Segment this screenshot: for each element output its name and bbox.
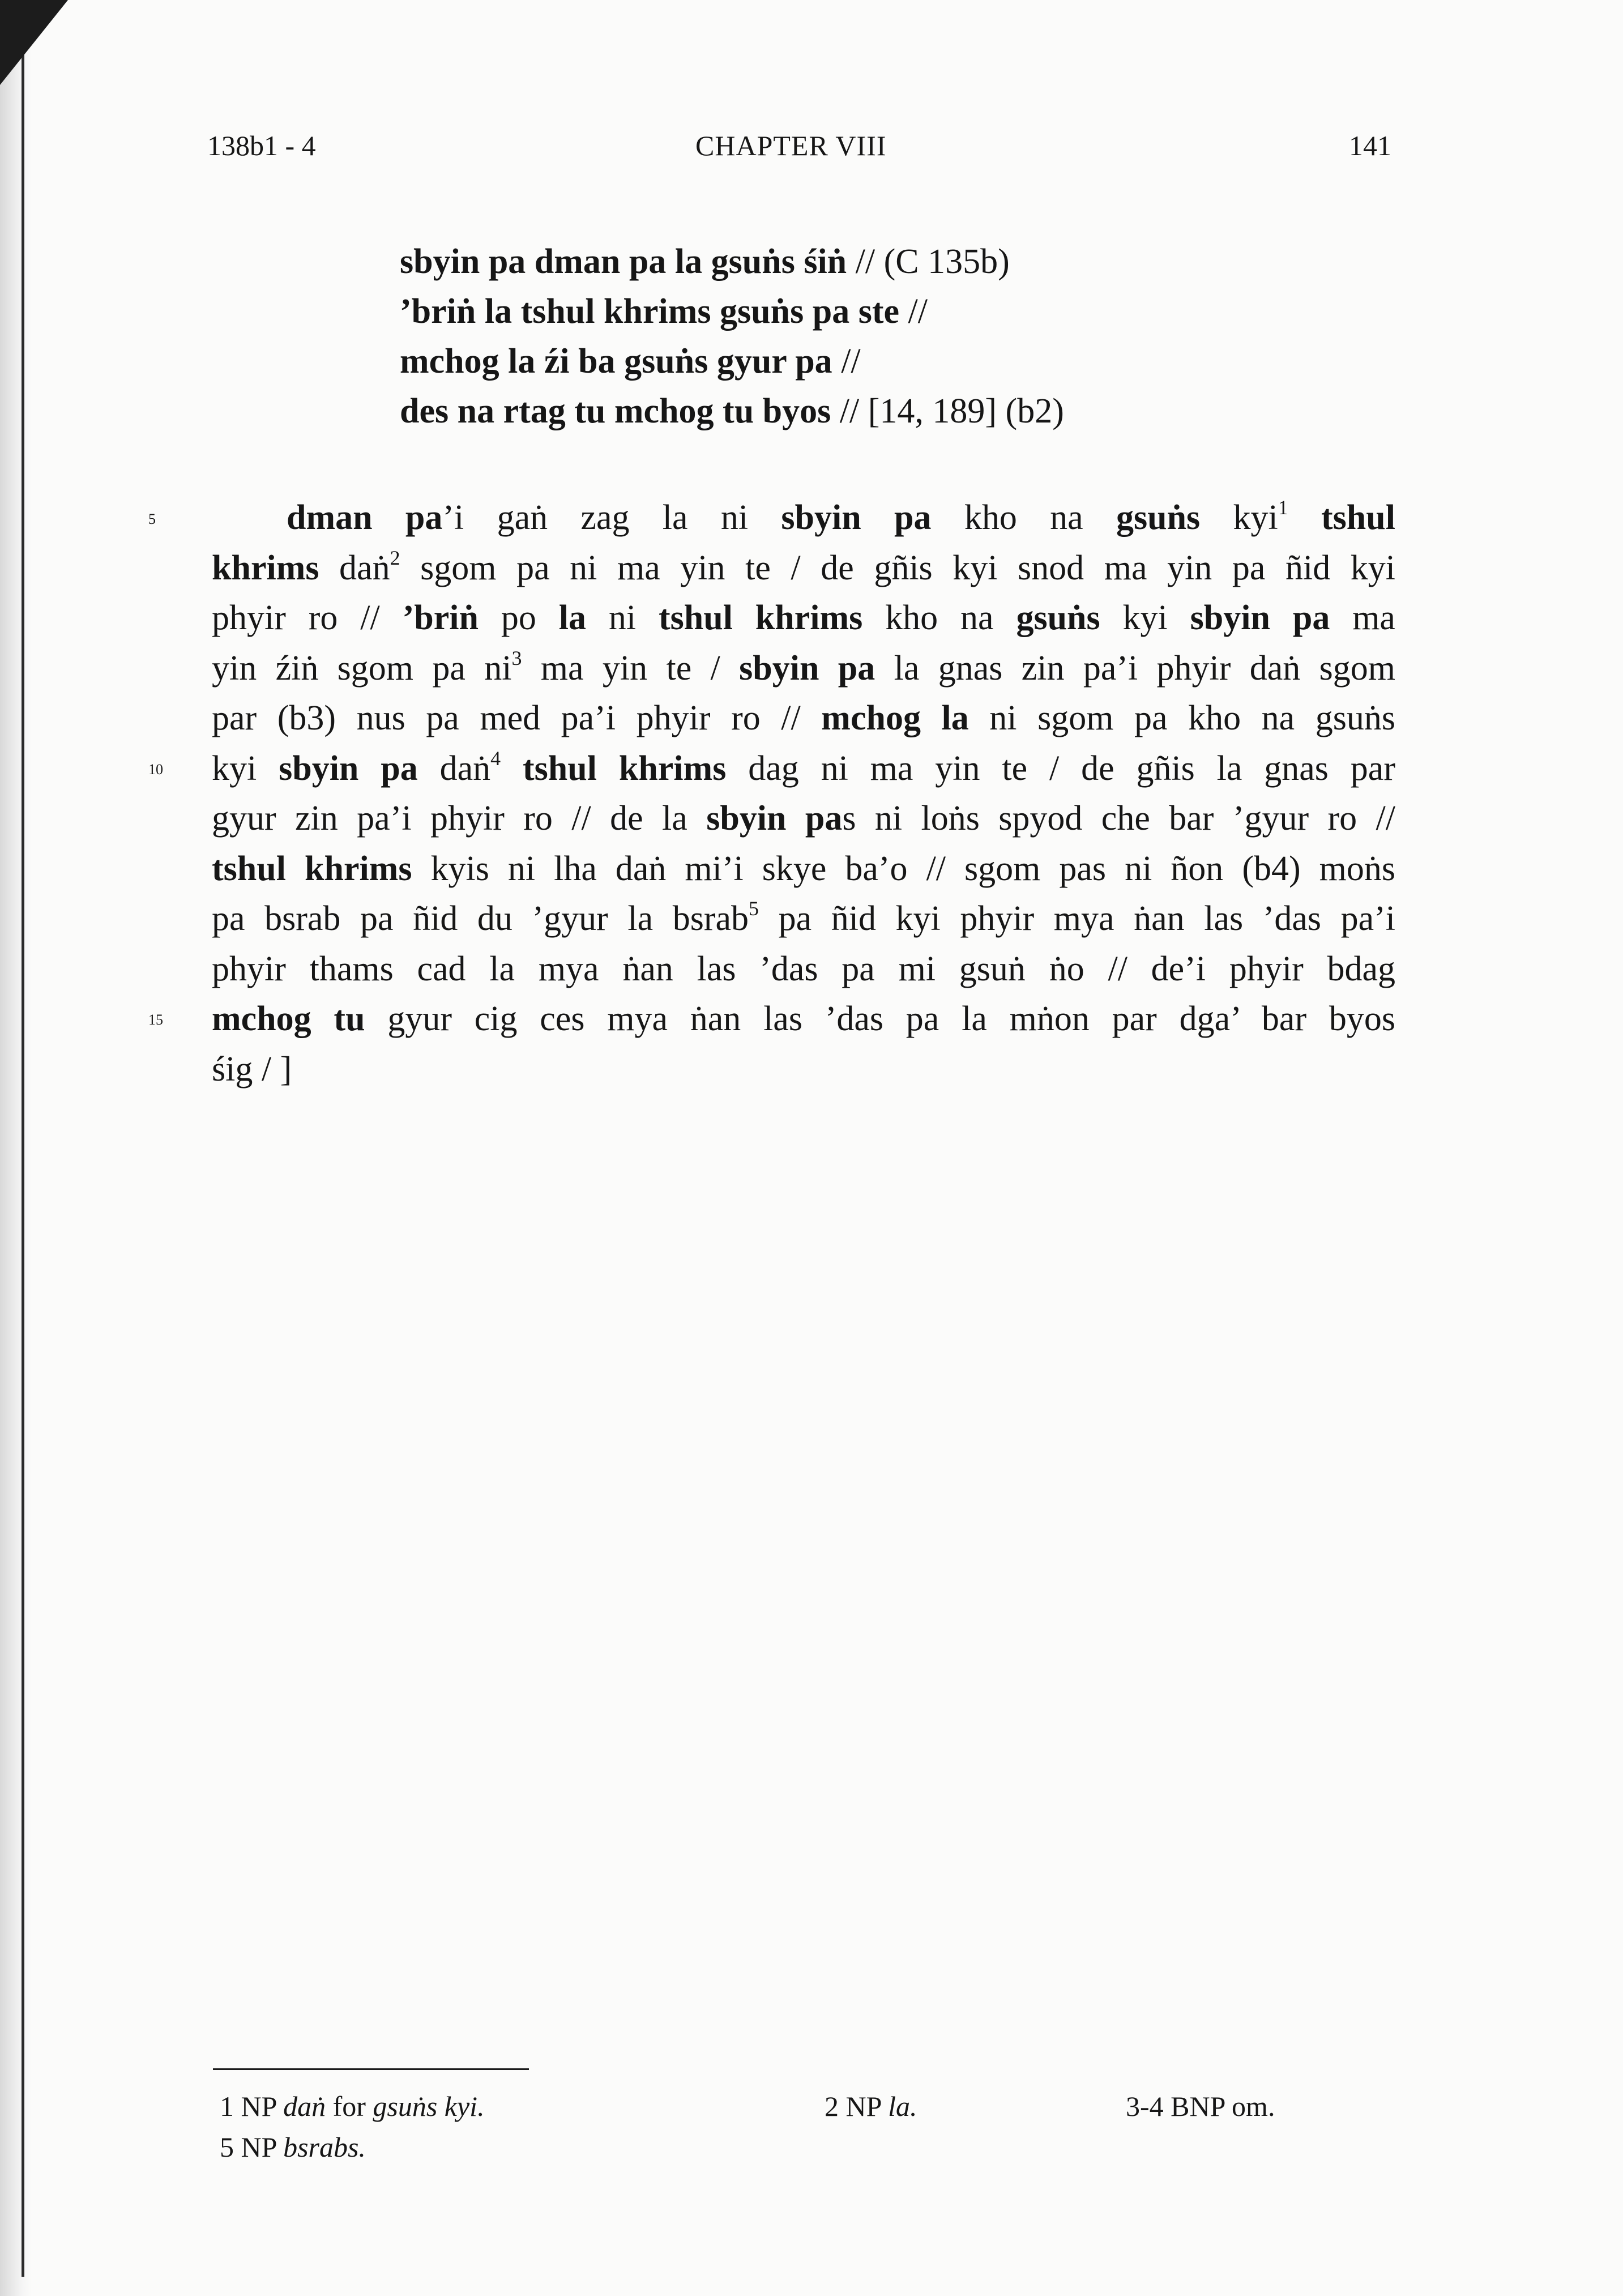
text-segment: kyi [212,749,279,788]
footnote-marker: 1 [1278,496,1288,519]
line-number: 10 [148,761,163,778]
paragraph-line [212,994,1395,1044]
text-segment [1288,498,1321,537]
text-segment: śig / ] [212,1049,292,1089]
paragraph-line [212,693,1395,744]
text-segment: daṅ [319,548,390,587]
paragraph-line [212,894,1395,944]
page-spine-shadow [0,0,32,2296]
text-segment: phyir thams cad la mya ṅan las ’das pa mi gsuṅ ṅo // de’i phyir bdag [212,949,1395,988]
text-segment: ma yin te / [522,648,740,688]
paragraph-line [212,793,1395,844]
bold-term: gsuṅs [1016,599,1100,637]
bold-term: sbyin pa [1190,599,1330,637]
paragraph-line [212,543,1395,594]
text-segment: pa bsrab pa ñid du ’gyur la bsrab [212,899,749,938]
footnote [220,2131,366,2163]
paragraph-line [212,844,1395,894]
text-segment: // (C 135b) [847,242,1010,281]
bold-term: sbyin pa [279,749,418,788]
text-segment: ni sgom pa kho na gsuṅs [968,699,1395,737]
text-segment: dag ni ma yin te / de gñis la gnas par [726,749,1395,788]
bold-term: la [558,599,586,637]
text-segment: 3-4 BNP om. [1126,2090,1275,2122]
bold-term: des na rtag tu mchog tu byos [400,392,831,430]
text-segment: daṅ [283,2090,326,2122]
scan-corner-mark [0,0,68,85]
bold-term: tshul khrims [212,849,412,888]
footnote-marker: 5 [749,897,759,920]
text-segment: kho na [862,599,1016,637]
bold-term: mchog tu [212,1000,365,1038]
text-segment: la. [888,2090,917,2122]
line-number: 5 [148,511,156,527]
footnote-marker: 2 [390,546,400,569]
text-segment: ni [586,599,659,637]
text-segment: la gnas zin pa’i phyir daṅ sgom [875,648,1395,688]
text-segment: daṅ [417,749,491,788]
bold-term: sbyin pa dman pa la gsuṅs śiṅ [400,242,847,281]
text-segment: kho na [931,498,1116,537]
text-segment: ma [1330,599,1395,637]
binding-edge-line [22,34,24,2277]
text-segment: kyi [1100,599,1190,637]
footnote [1126,2090,1275,2123]
commentary-paragraph [212,493,1395,1094]
text-segment: // [832,342,861,381]
page-number: 141 [1349,130,1391,161]
footnote [220,2090,485,2123]
verse-line [400,386,1064,436]
text-segment: // [899,292,928,331]
verse-block [400,237,1064,436]
text-segment: phyir ro // [212,599,403,637]
text-segment: gyur cig ces mya ṅan las ’das pa la mṅon par dga’ bar byos [365,1000,1395,1038]
bold-term: sbyin pa [706,799,843,838]
bold-term: dman pa [287,498,443,537]
text-segment: bsrabs. [283,2131,366,2163]
bold-term: tshul [1321,498,1395,537]
text-segment: kyi [1200,498,1278,537]
bold-term: tshul khrims [523,749,727,788]
text-segment: kyis ni lha daṅ mi’i skye ba’o // sgom pas ni ñon (b4) moṅs [412,849,1395,888]
paragraph-line [212,593,1395,643]
header-chapter-title: CHAPTER VIII [695,130,887,161]
bold-term: gsuṅs [1116,498,1201,537]
footnote [825,2090,917,2123]
text-segment: sgom pa ni ma yin te / de gñis kyi snod ma yin pa ñid kyi [400,548,1396,587]
text-segment: par (b3) nus pa med pa’i phyir ro // [212,699,822,737]
paragraph-line [212,944,1395,995]
text-segment: po [478,599,559,637]
text-segment: for [326,2090,373,2122]
text-segment: 1 NP [220,2090,284,2122]
text-segment: s ni loṅs spyod che bar ’gyur ro // [842,799,1395,838]
verse-line [400,336,1064,386]
text-segment [501,749,523,788]
verse-line [400,287,1064,336]
bold-term: khrims [212,548,319,587]
line-number: 15 [148,1012,163,1028]
bold-term: sbyin pa [781,498,932,537]
bold-term: tshul khrims [658,599,863,637]
footnote-marker: 3 [511,646,522,669]
text-segment: yin źiṅ sgom pa ni [212,648,512,688]
text-segment: pa ñid kyi phyir mya ṅan las ’das pa’i [759,899,1395,938]
bold-term: ’briṅ la tshul khrims gsuṅs pa ste [400,292,900,331]
bold-term: mchog la [821,699,969,737]
paragraph-line [212,493,1395,543]
bold-term: mchog la źi ba gsuṅs gyur pa [400,342,832,381]
verse-line [400,237,1064,287]
bold-term: sbyin pa [739,648,875,688]
text-segment: 5 NP [220,2131,284,2163]
paragraph-line [212,744,1395,794]
paragraph-line [212,643,1395,694]
text-segment: // [14, 189] (b2) [831,392,1064,430]
footnote-marker: 4 [490,746,501,770]
text-segment: gyur zin pa’i phyir ro // de la [212,799,707,838]
text-segment: gsuṅs kyi. [373,2090,485,2122]
text-segment: ’i gaṅ zag la ni [442,498,781,537]
header-reference: 138b1 - 4 [207,130,316,161]
paragraph-line [212,1044,1395,1095]
text-segment: 2 NP [825,2090,889,2122]
footnote-rule [213,2068,529,2070]
bold-term: ’briṅ [402,599,479,637]
